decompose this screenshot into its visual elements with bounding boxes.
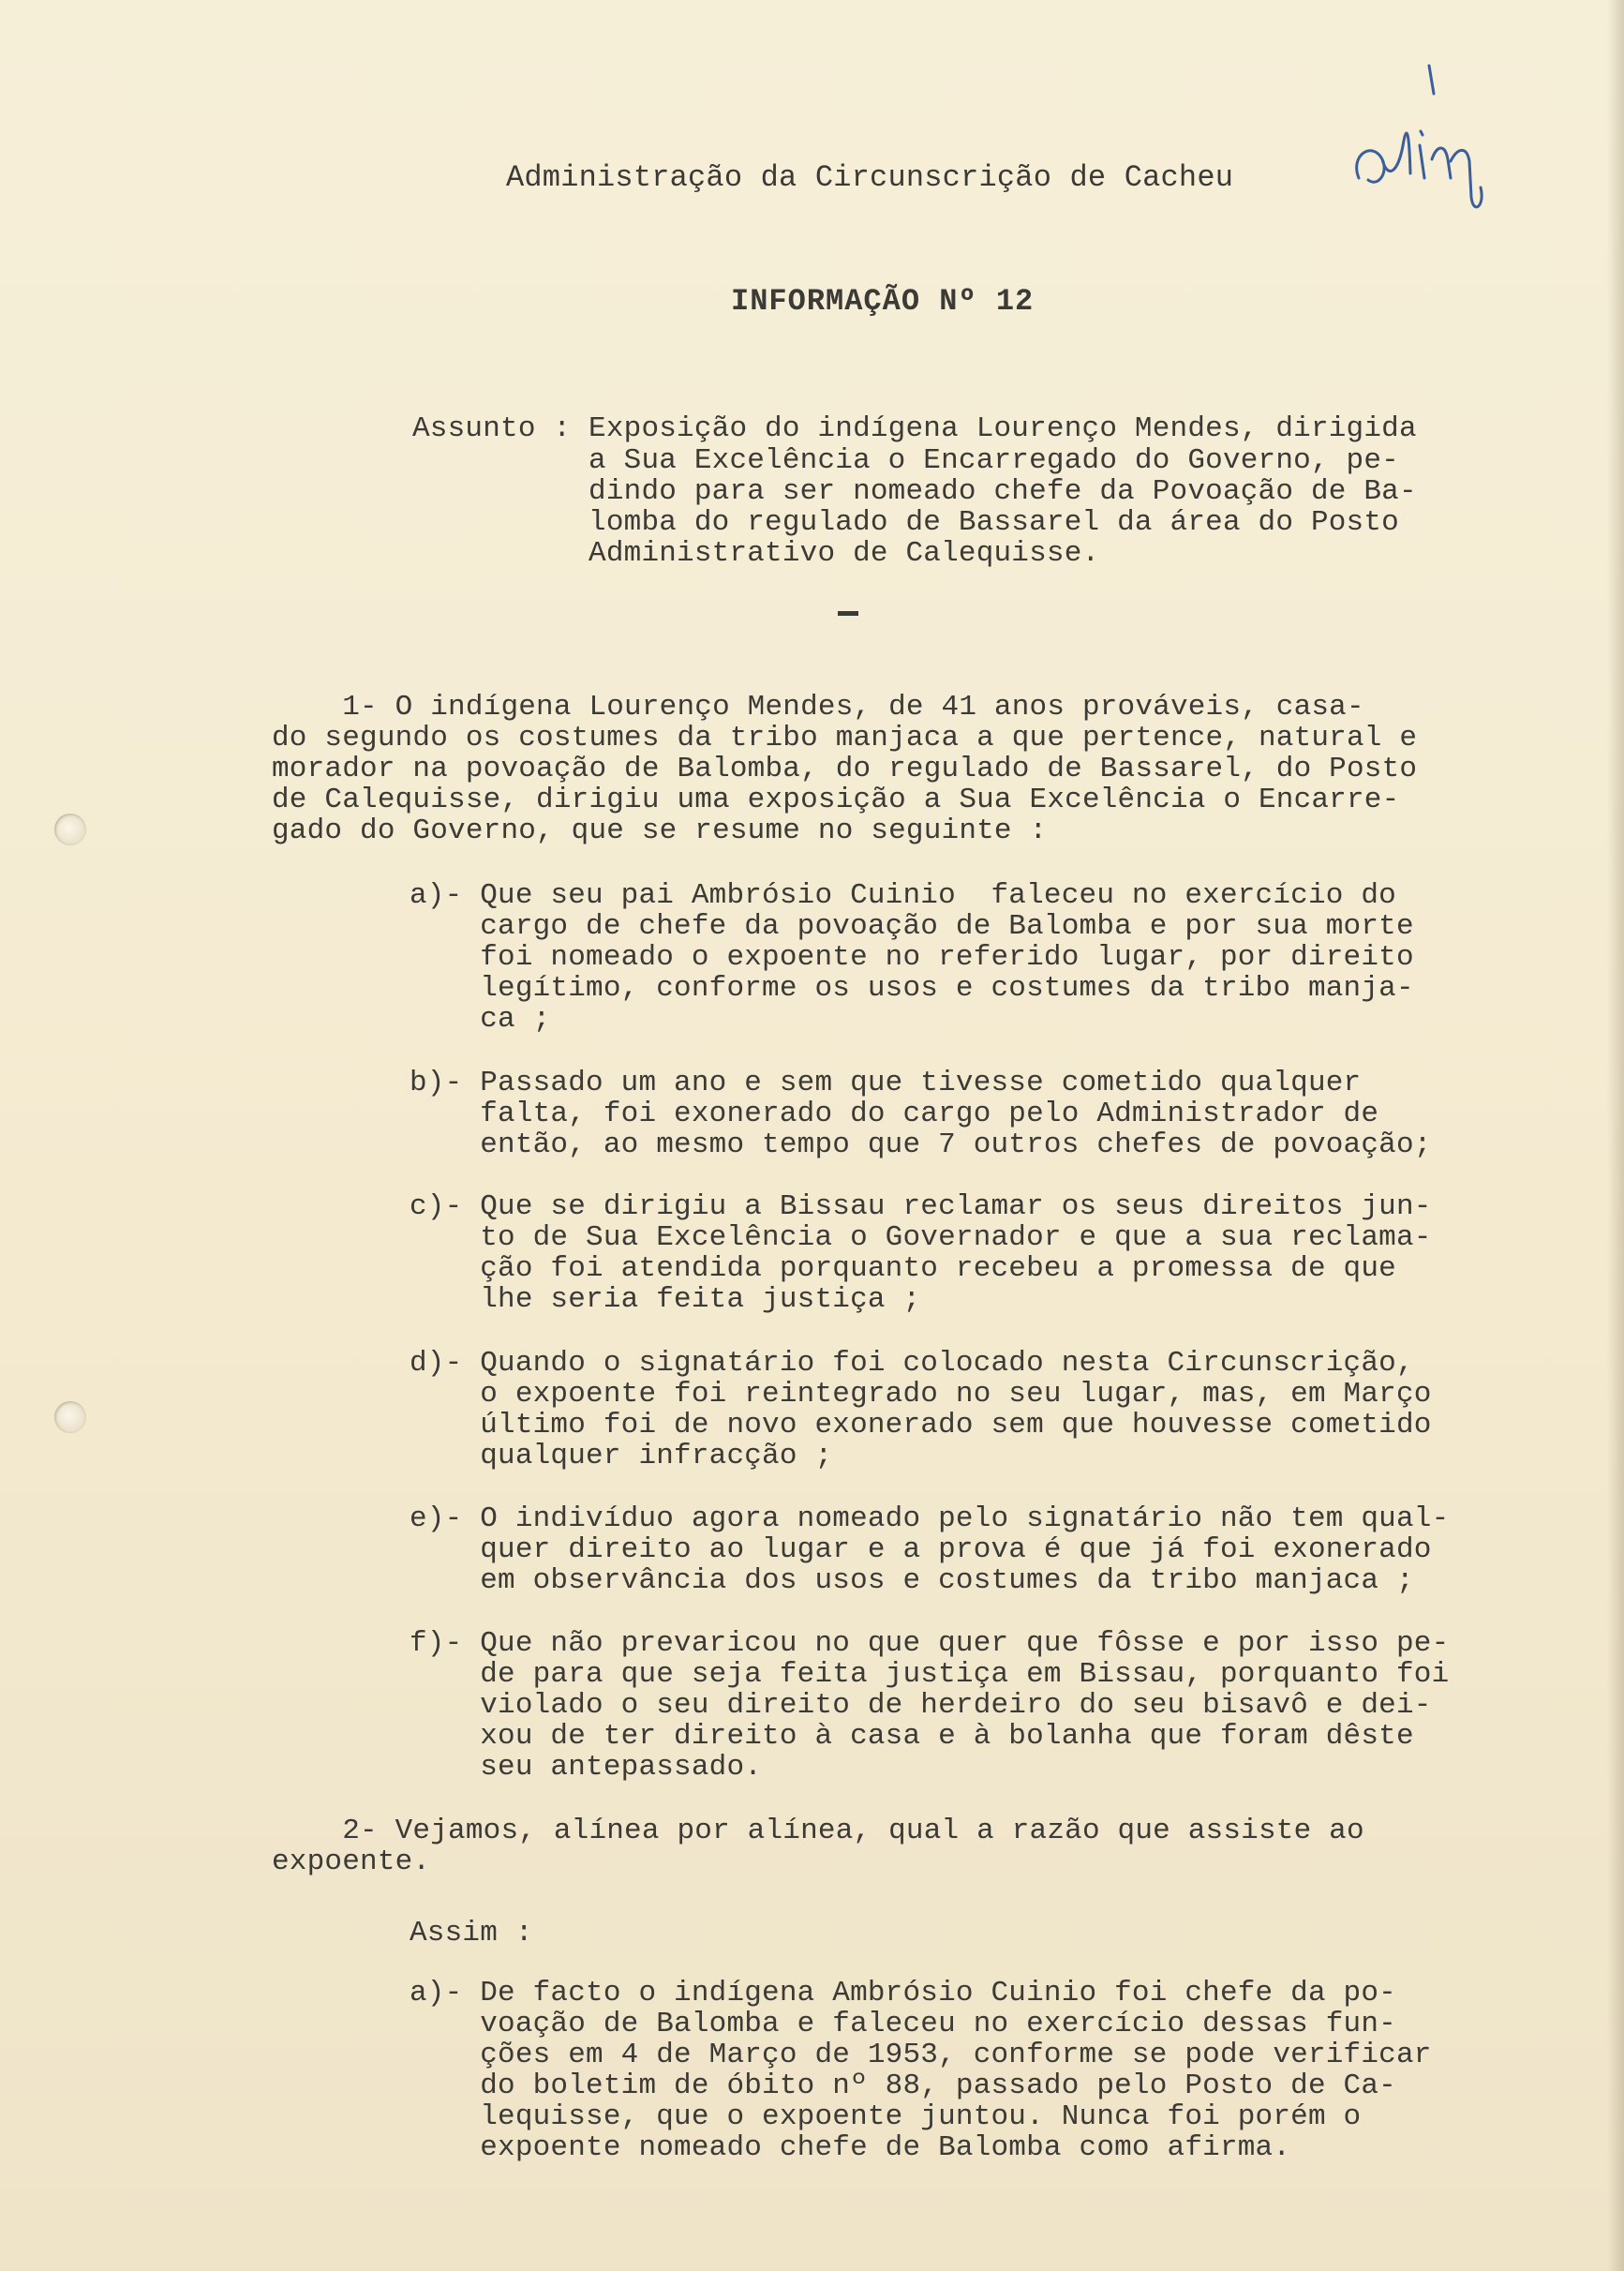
subject-line: Assunto : Exposição do indígena Lourenço Mendes, dirigida	[412, 412, 1417, 445]
subject-line: dindo para ser nomeado chefe da Povoação de Ba-	[412, 475, 1417, 508]
item-line: a)- Que seu pai Ambrósio Cuinio faleceu no exercício do	[410, 879, 1396, 912]
item-line: foi nomeado o expoente no referido lugar, por direito	[410, 941, 1414, 974]
subject-line: a Sua Excelência o Encarregado do Governo, pe-	[412, 444, 1399, 477]
item-line: seu antepassado.	[410, 1751, 763, 1784]
binder-hole-1	[54, 814, 86, 845]
item-line: quer direito ao lugar e a prova é que já foi exonerado	[410, 1533, 1432, 1566]
item-line: do boletim de óbito nº 88, passado pelo Posto de Ca-	[410, 2069, 1396, 2102]
subject-line: Administrativo de Calequisse.	[412, 537, 1100, 570]
item-line: f)- Que não prevaricou no que quer que fôsse e por isso pe-	[410, 1627, 1450, 1660]
paragraph-line: 2- Vejamos, alínea por alínea, qual a razão que assiste ao	[272, 1815, 1364, 1847]
item-line: e)- O indivíduo agora nomeado pelo signatário não tem qual-	[410, 1502, 1450, 1535]
assim-label: Assim :	[410, 1917, 533, 1950]
item-line: de para que seja feita justiça em Bissau, porquanto foi	[410, 1658, 1450, 1691]
item-line: violado o seu direito de herdeiro do seu bisavô e dei-	[410, 1689, 1432, 1722]
item-line: falta, foi exonerado do cargo pelo Administrador de	[410, 1098, 1379, 1130]
paragraph-line: expoente.	[272, 1845, 431, 1878]
item-line: to de Sua Excelência o Governador e que a sua reclama-	[410, 1221, 1432, 1254]
item-line: expoente nomeado chefe de Balomba como afirma.	[410, 2131, 1291, 2164]
item-line: a)- De facto o indígena Ambrósio Cuinio foi chefe da po-	[410, 1977, 1396, 2010]
item-line: b)- Passado um ano e sem que tivesse cometido qualquer	[410, 1067, 1362, 1099]
subject-line: lomba do regulado de Bassarel da área do Posto	[412, 506, 1399, 539]
item-line: voação de Balomba e faleceu no exercício dessas fun-	[410, 2008, 1396, 2040]
item-line: ções em 4 de Março de 1953, conforme se pode verificar	[410, 2039, 1432, 2071]
item-line: então, ao mesmo tempo que 7 outros chefes de povoação;	[410, 1128, 1432, 1161]
item-line: qualquer infracção ;	[410, 1440, 833, 1472]
item-line: último foi de novo exonerado sem que houvesse cometido	[410, 1409, 1432, 1442]
item-line: ção foi atendida porquanto recebeu a promessa de que	[410, 1252, 1396, 1285]
item-line: d)- Quando o signatário foi colocado nesta Circunscrição,	[410, 1347, 1414, 1380]
item-line: lhe seria feita justiça ;	[410, 1283, 921, 1316]
separator-dash	[838, 611, 858, 616]
item-line: ca ;	[410, 1003, 551, 1036]
paragraph-line: morador na povoação de Balomba, do regulado de Bassarel, do Posto	[272, 753, 1418, 785]
page-edge-shadow	[1607, 0, 1624, 2271]
item-line: cargo de chefe da povoação de Balomba e por sua morte	[410, 910, 1414, 943]
item-line: em observância dos usos e costumes da tribo manjaca ;	[410, 1564, 1414, 1597]
handwritten-annotation-icon	[1340, 56, 1518, 234]
paragraph-line: gado do Governo, que se resume no seguinte :	[272, 814, 1048, 847]
item-line: legítimo, conforme os usos e costumes da tribo manja-	[410, 972, 1414, 1005]
item-line: o expoente foi reintegrado no seu lugar, mas, em Março	[410, 1378, 1432, 1411]
item-line: xou de ter direito à casa e à bolanha que foram dêste	[410, 1720, 1414, 1753]
paragraph-line: 1- O indígena Lourenço Mendes, de 41 anos prováveis, casa-	[272, 691, 1364, 724]
item-line: c)- Que se dirigiu a Bissau reclamar os seus direitos jun-	[410, 1190, 1432, 1223]
document-title: INFORMAÇÃO Nº 12	[731, 284, 1035, 319]
binder-hole-2	[54, 1401, 86, 1433]
item-line: lequisse, que o expoente juntou. Nunca foi porém o	[410, 2100, 1362, 2133]
paragraph-line: do segundo os costumes da tribo manjaca a que pertence, natural e	[272, 722, 1418, 755]
circumscription-header: Administração da Circunscrição de Cacheu	[506, 160, 1234, 195]
paragraph-line: de Calequisse, dirigiu uma exposição a Sua Excelência o Encarre-	[272, 784, 1400, 816]
